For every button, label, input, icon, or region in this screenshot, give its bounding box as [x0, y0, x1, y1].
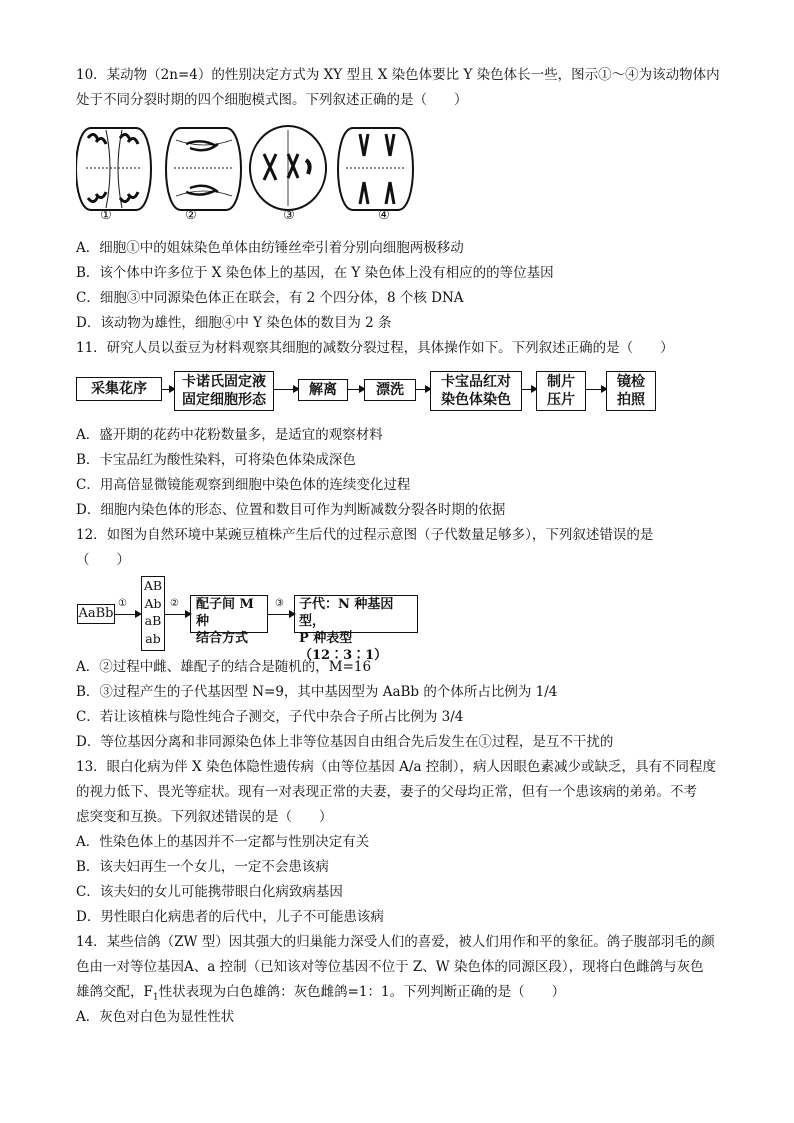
q13-option-b: B．该夫妇再生一个女儿，一定不会患该病 — [76, 859, 329, 875]
q14-stem-line3: 雄鸽交配，$F_1$性状表现为白色雄鸽：灰色雌鸽=1：1。下列判断正确的是（ ） — [76, 984, 566, 1003]
flow-step-collect: 采集花序 — [76, 377, 162, 401]
cell-1-label: ① — [100, 208, 112, 223]
flow-step-slide: 制片 压片 — [536, 371, 586, 411]
step-3-marker: ③ — [275, 598, 284, 609]
flow-arrow — [274, 389, 298, 390]
q10-stem-line1: 10．某动物（2n=4）的性别决定方式为 XY 型且 X 染色体要比 Y 染色体长一些，图示①～④为该动物体内 — [76, 67, 720, 83]
q12-option-a: A．②过程中雌、雄配子的结合是随机的，M=16 — [76, 659, 372, 675]
flow-step-stain: 卡宝品红对 染色体染色 — [430, 371, 522, 411]
q12-stem-line1: 12．如图为自然环境中某豌豆植株产生后代的过程示意图（子代数量足够多），下列叙述错误的是 — [76, 527, 654, 543]
q14-stem-line1: 14．某些信鸽（ZW 型）因其强大的归巢能力深受人们的喜爱，被人们用作和平的象征。鸽子腹部羽毛的颜 — [76, 934, 715, 950]
q11-option-b: B．卡宝品红为酸性染料，可将染色体染成深色 — [76, 452, 356, 468]
q12-option-c: C．若让该植株与隐性纯合子测交，子代中杂合子所占比例为 3/4 — [76, 709, 464, 725]
q11-option-c: C．用高倍显微镜能观察到细胞中染色体的连续变化过程 — [76, 477, 411, 493]
flow-arrow — [115, 614, 140, 615]
q11-stem: 11．研究人员以蚕豆为材料观察其细胞的减数分裂过程，具体操作如下。下列叙述正确的是（ ） — [76, 340, 674, 356]
flow-arrow — [268, 614, 294, 615]
cell-2-label: ② — [185, 208, 197, 223]
q10-option-b: B．该个体中许多位于 X 染色体上的基因，在 Y 染色体上没有相应的的等位基因 — [76, 265, 554, 281]
step-1-marker: ① — [118, 598, 127, 609]
flow-arrow — [165, 614, 190, 615]
q13-stem-line2: 的视力低下、畏光等症状。现有一对表现正常的夫妻，妻子的父母均正常，但有一个患该病的弟弟。不考 — [76, 784, 697, 800]
cell-4-diagram — [338, 128, 413, 210]
gamete-box: AB Ab aB ab — [141, 576, 165, 651]
flow-arrow — [162, 389, 174, 390]
q13-option-d: D．男性眼白化病患者的后代中，儿子不可能患该病 — [76, 909, 384, 925]
q14-stem-line2: 色由一对等位基因A、a 控制（已知该对等位基因不位于 Z、W 染色体的同源区段），现将白色雌鸽与灰色 — [76, 959, 704, 975]
q10-stem-line2: 处于不同分裂时期的四个细胞模式图。下列叙述正确的是（ ） — [76, 92, 468, 108]
flow-step-rinse: 漂洗 — [364, 379, 416, 401]
flow-arrow — [348, 389, 364, 390]
q14-option-a: A．灰色对白色为显性性状 — [76, 1009, 235, 1025]
cell-1-diagram — [76, 128, 151, 210]
q10-option-a: A．细胞①中的姐妹染色单体由纺锤丝牵引着分别向细胞两极移动 — [76, 240, 464, 256]
flow-step-fix: 卡诺氏固定液 固定细胞形态 — [174, 371, 274, 411]
q12-option-b: B．③过程产生的子代基因型 N=9，其中基因型为 AaBb 的个体所占比例为 1/4 — [76, 684, 558, 700]
gamete-combination-box: 配子间 M 种 结合方式 — [190, 595, 268, 633]
flow-step-observe: 镜检 拍照 — [606, 371, 656, 411]
q12-stem-line2: （ ） — [76, 552, 130, 568]
q12-option-d: D．等位基因分离和非同源染色体上非等位基因自由组合先后发生在①过程，是互不干扰的 — [76, 734, 614, 750]
flow-arrow — [416, 389, 430, 390]
q10-option-c: C．细胞③中同源染色体正在联会，有 2 个四分体，8 个核 DNA — [76, 290, 464, 306]
cell-division-figure — [76, 120, 436, 220]
flow-arrow — [522, 389, 536, 390]
flow-arrow — [586, 389, 606, 390]
cell-3-diagram — [250, 126, 326, 210]
q11-option-d: D．细胞内染色体的形态、位置和数目可作为判断减数分裂各时期的依据 — [76, 502, 506, 518]
q13-stem-line1: 13．眼白化病为伴 X 染色体隐性遗传病（由等位基因 A/a 控制），病人因眼色素减少或缺乏，具有不同程度 — [76, 759, 717, 775]
step-2-marker: ② — [170, 598, 179, 609]
parent-genotype: AaBb — [77, 604, 115, 624]
cell-3-label: ③ — [283, 208, 295, 223]
flow-step-dissociate: 解离 — [298, 379, 348, 401]
q10-option-d: D．该动物为雄性，细胞④中 Y 染色体的数目为 2 条 — [76, 315, 392, 331]
offspring-box: 子代：N 种基因型， P 种表型（12∶3∶1） — [294, 595, 418, 633]
cell-4-label: ④ — [378, 208, 390, 223]
q13-stem-line3: 虑突变和互换。下列叙述错误的是（ ） — [76, 809, 333, 825]
q11-option-a: A．盛开期的花药中花粉数量多，是适宜的观察材料 — [76, 427, 383, 443]
q13-option-a: A．性染色体上的基因并不一定都与性别决定有关 — [76, 834, 370, 850]
cell-2-diagram — [166, 128, 241, 210]
q13-option-c: C．该夫妇的女儿可能携带眼白化病致病基因 — [76, 884, 343, 900]
